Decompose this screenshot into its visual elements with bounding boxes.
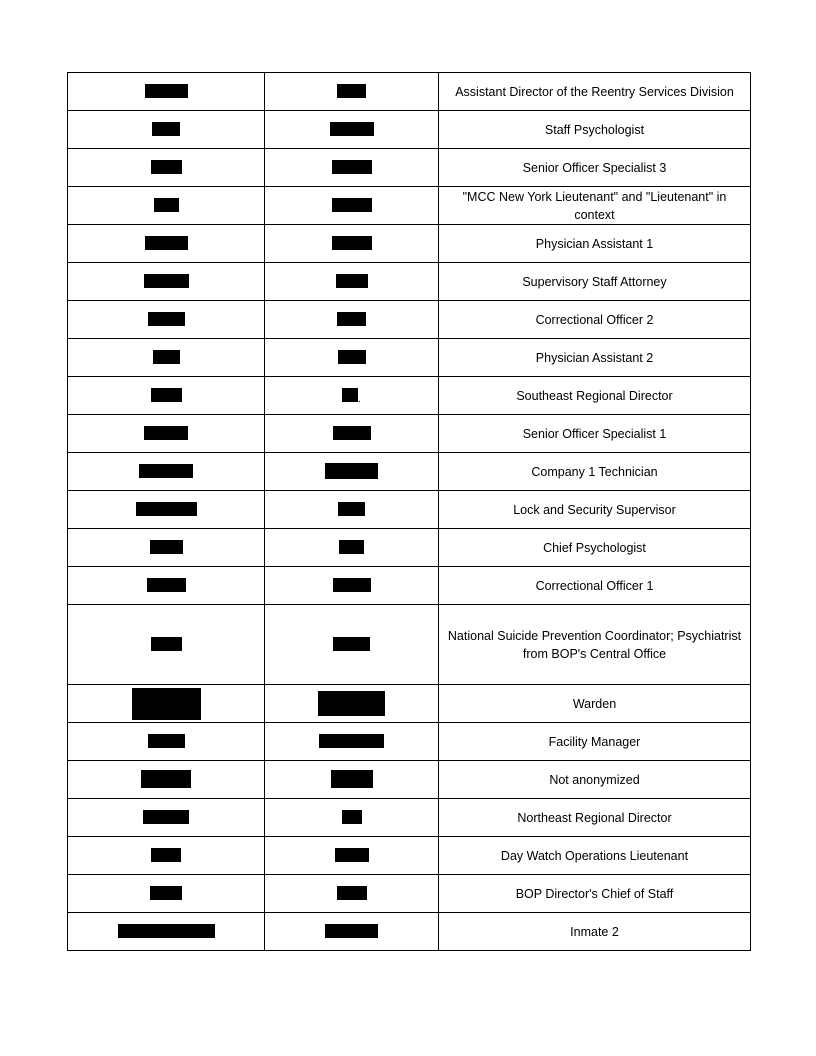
- redaction-block: [338, 502, 365, 516]
- role-cell: National Suicide Prevention Coordinator; Psychiatrist from BOP's Central Office: [439, 605, 751, 685]
- table-row: [68, 301, 751, 339]
- redacted-pseudonym-cell: [265, 377, 439, 415]
- redaction-block: [152, 122, 180, 136]
- role-cell: Staff Psychologist: [439, 111, 751, 149]
- redaction-block: [330, 122, 374, 136]
- redacted-pseudonym-cell: [265, 723, 439, 761]
- redaction-block: [151, 637, 182, 651]
- role-cell: Inmate 2: [439, 913, 751, 951]
- role-cell: Correctional Officer 2: [439, 301, 751, 339]
- table-row: [68, 263, 751, 301]
- role-cell: Lock and Security Supervisor: [439, 491, 751, 529]
- redaction-block: [139, 464, 193, 478]
- redacted-name-cell: [68, 339, 265, 377]
- redaction-block: [336, 274, 368, 288]
- redacted-pseudonym-cell: [265, 529, 439, 567]
- role-cell: BOP Director's Chief of Staff: [439, 875, 751, 913]
- role-cell: Facility Manager: [439, 723, 751, 761]
- role-cell: Supervisory Staff Attorney: [439, 263, 751, 301]
- redacted-name-cell: [68, 837, 265, 875]
- role-cell: Physician Assistant 1: [439, 225, 751, 263]
- role-cell: "MCC New York Lieutenant" and "Lieutenant" in context: [439, 187, 751, 225]
- redacted-pseudonym-cell: [265, 339, 439, 377]
- redacted-pseudonym-cell: [265, 875, 439, 913]
- redaction-block: [154, 198, 179, 212]
- trailing-period: .: [358, 393, 361, 405]
- redacted-name-cell: [68, 111, 265, 149]
- redaction-block: [147, 578, 186, 592]
- role-cell: Senior Officer Specialist 3: [439, 149, 751, 187]
- redaction-block: [333, 637, 370, 651]
- table-row: [68, 225, 751, 263]
- redacted-pseudonym-cell: [265, 567, 439, 605]
- role-cell: Correctional Officer 1: [439, 567, 751, 605]
- redaction-block: [144, 426, 188, 440]
- redacted-roles-table: [67, 72, 751, 951]
- redacted-pseudonym-cell: [265, 837, 439, 875]
- redaction-block: [342, 388, 358, 402]
- redaction-block: [145, 84, 188, 98]
- role-cell: Not anonymized: [439, 761, 751, 799]
- redaction-block: [332, 198, 372, 212]
- redacted-pseudonym-cell: [265, 685, 439, 723]
- redacted-name-cell: [68, 913, 265, 951]
- redaction-block: [342, 810, 362, 824]
- redacted-pseudonym-cell: [265, 187, 439, 225]
- redacted-pseudonym-cell: [265, 301, 439, 339]
- table-row: [68, 187, 751, 225]
- redacted-pseudonym-cell: [265, 111, 439, 149]
- table-row: [68, 685, 751, 723]
- redaction-block: [148, 312, 185, 326]
- redacted-name-cell: [68, 415, 265, 453]
- redaction-block: [337, 84, 366, 98]
- table-row: [68, 149, 751, 187]
- redaction-block: [333, 578, 371, 592]
- redacted-name-cell: [68, 529, 265, 567]
- table-row: [68, 605, 751, 685]
- role-cell: Northeast Regional Director: [439, 799, 751, 837]
- table-row: [68, 453, 751, 491]
- redacted-pseudonym-cell: [265, 761, 439, 799]
- table-row: [68, 73, 751, 111]
- table-row: [68, 111, 751, 149]
- table-row: [68, 377, 751, 415]
- table-row: [68, 415, 751, 453]
- redaction-block: [337, 312, 366, 326]
- redacted-pseudonym-cell: [265, 453, 439, 491]
- redaction-block: [150, 886, 182, 900]
- redacted-pseudonym-cell: [265, 415, 439, 453]
- role-cell: Senior Officer Specialist 1: [439, 415, 751, 453]
- redaction-block: [337, 886, 367, 900]
- redacted-pseudonym-cell: [265, 491, 439, 529]
- role-cell: Day Watch Operations Lieutenant: [439, 837, 751, 875]
- table-row: [68, 529, 751, 567]
- role-cell: Chief Psychologist: [439, 529, 751, 567]
- redacted-pseudonym-cell: [265, 263, 439, 301]
- redacted-name-cell: [68, 799, 265, 837]
- redaction-block: [144, 274, 189, 288]
- redacted-pseudonym-cell: [265, 225, 439, 263]
- redacted-pseudonym-cell: [265, 799, 439, 837]
- redacted-name-cell: [68, 685, 265, 723]
- redaction-block: [151, 388, 182, 402]
- redaction-block: [136, 502, 197, 516]
- redacted-name-cell: [68, 225, 265, 263]
- redacted-name-cell: [68, 491, 265, 529]
- redacted-name-cell: [68, 301, 265, 339]
- table-row: [68, 761, 751, 799]
- role-cell: Physician Assistant 2: [439, 339, 751, 377]
- redaction-block: [153, 350, 180, 364]
- redacted-name-cell: [68, 73, 265, 111]
- redaction-block: [150, 540, 183, 554]
- redacted-name-cell: [68, 377, 265, 415]
- redacted-name-cell: [68, 875, 265, 913]
- role-cell: Assistant Director of the Reentry Services Division: [439, 73, 751, 111]
- redaction-block: [151, 848, 181, 862]
- redaction-block: [319, 734, 384, 748]
- role-cell: Warden: [439, 685, 751, 723]
- table-row: [68, 913, 751, 951]
- redaction-block: [338, 350, 366, 364]
- redaction-block: [325, 924, 378, 938]
- table-row: [68, 875, 751, 913]
- redaction-block: [331, 770, 373, 788]
- table-body: [68, 73, 751, 951]
- redacted-name-cell: [68, 567, 265, 605]
- redaction-block: [318, 691, 385, 716]
- table-row: [68, 491, 751, 529]
- redaction-block: [148, 734, 185, 748]
- redacted-name-cell: [68, 453, 265, 491]
- redaction-block: [339, 540, 364, 554]
- table-row: [68, 799, 751, 837]
- table-row: [68, 339, 751, 377]
- role-cell: Company 1 Technician: [439, 453, 751, 491]
- redaction-block: [335, 848, 369, 862]
- redacted-name-cell: [68, 605, 265, 685]
- table-row: [68, 567, 751, 605]
- redacted-pseudonym-cell: [265, 73, 439, 111]
- redacted-pseudonym-cell: [265, 149, 439, 187]
- redacted-name-cell: [68, 263, 265, 301]
- redacted-name-cell: [68, 149, 265, 187]
- redaction-block: [332, 160, 372, 174]
- redaction-block: [118, 924, 215, 938]
- table-row: [68, 837, 751, 875]
- redacted-name-cell: [68, 187, 265, 225]
- redacted-name-cell: [68, 723, 265, 761]
- redacted-pseudonym-cell: [265, 605, 439, 685]
- redaction-block: [333, 426, 371, 440]
- redaction-block: [145, 236, 188, 250]
- redaction-block: [332, 236, 372, 250]
- table-row: [68, 723, 751, 761]
- redaction-block: [132, 688, 201, 720]
- redaction-block: [143, 810, 189, 824]
- redaction-block: [325, 463, 378, 479]
- redacted-name-cell: [68, 761, 265, 799]
- role-cell: Southeast Regional Director: [439, 377, 751, 415]
- redaction-block: [151, 160, 182, 174]
- redacted-pseudonym-cell: [265, 913, 439, 951]
- redaction-block: [141, 770, 191, 788]
